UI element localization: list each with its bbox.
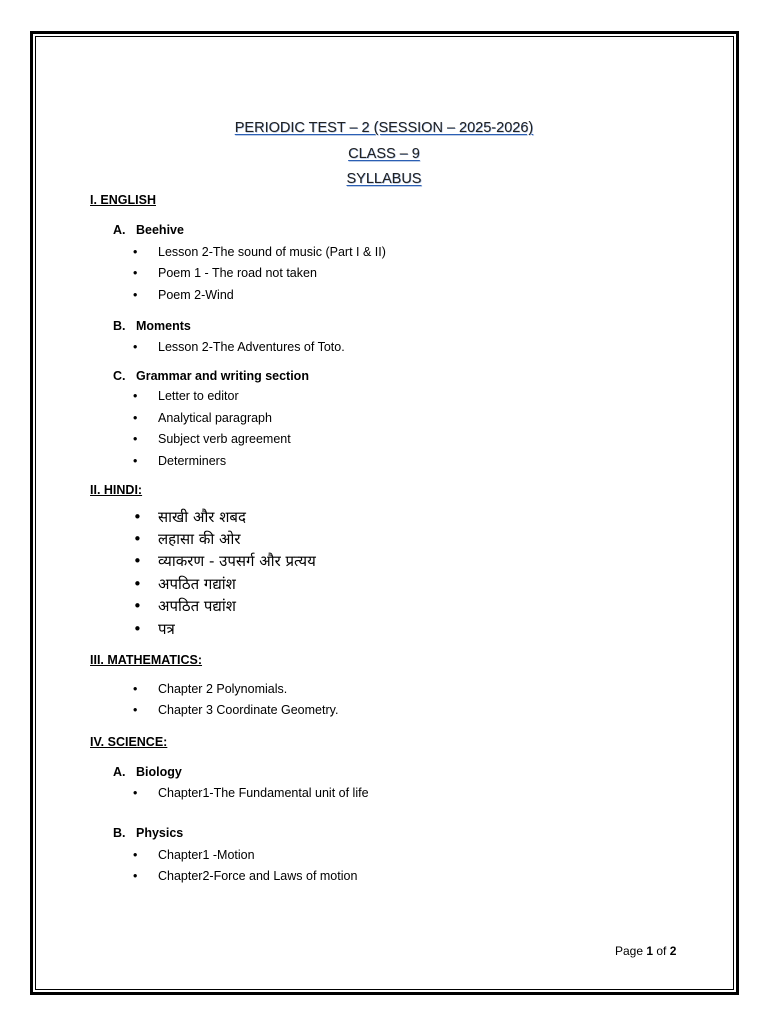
english-heading: I. ENGLISH [90,193,156,207]
list-item: • Chapter1 -Motion [133,848,255,862]
list-item: • Poem 2-Wind [133,288,234,302]
science-heading: IV. SCIENCE: [90,735,168,749]
syllabus-title: SYLLABUS [346,171,422,187]
list-item: • अपठित पद्यांश [133,597,236,615]
list-item: • Chapter2-Force and Laws of motion [133,869,358,883]
list-item: • साखी और शबद [133,508,246,526]
mathematics-heading: III. MATHEMATICS: [90,653,203,667]
list-item: • व्याकरण - उपसर्ग और प्रत्यय [133,552,316,570]
list-item: • Chapter 3 Coordinate Geometry. [133,703,339,717]
beehive-subheading: A. Beehive [113,223,184,237]
class-title: CLASS – 9 [348,146,420,162]
list-item: • Chapter1-The Fundamental unit of life [133,786,369,800]
moments-subheading: B. Moments [113,319,191,333]
list-item: • Subject verb agreement [133,432,291,446]
list-item: • Letter to editor [133,389,239,403]
list-item: • Chapter 2 Polynomials. [133,682,288,696]
list-item: • Analytical paragraph [133,411,272,425]
biology-subheading: A. Biology [113,765,182,779]
test-title: PERIODIC TEST – 2 (SESSION – 2025-2026) [234,120,534,136]
list-item: • Poem 1 - The road not taken [133,266,317,280]
list-item: • Determiners [133,454,227,468]
list-item: • Lesson 2-The sound of music (Part I & II) [133,245,386,259]
page-number: Page 1 of 2 [615,944,677,958]
grammar-subheading: C. Grammar and writing section [113,369,309,383]
physics-subheading: B. Physics [113,826,184,840]
list-item: • लहासा की ओर [133,530,241,548]
list-item: • अपठित गद्यांश [133,575,236,593]
hindi-heading: II. HINDI: [90,483,143,497]
list-item: • पत्र [133,620,175,638]
list-item: • Lesson 2-The Adventures of Toto. [133,340,345,354]
